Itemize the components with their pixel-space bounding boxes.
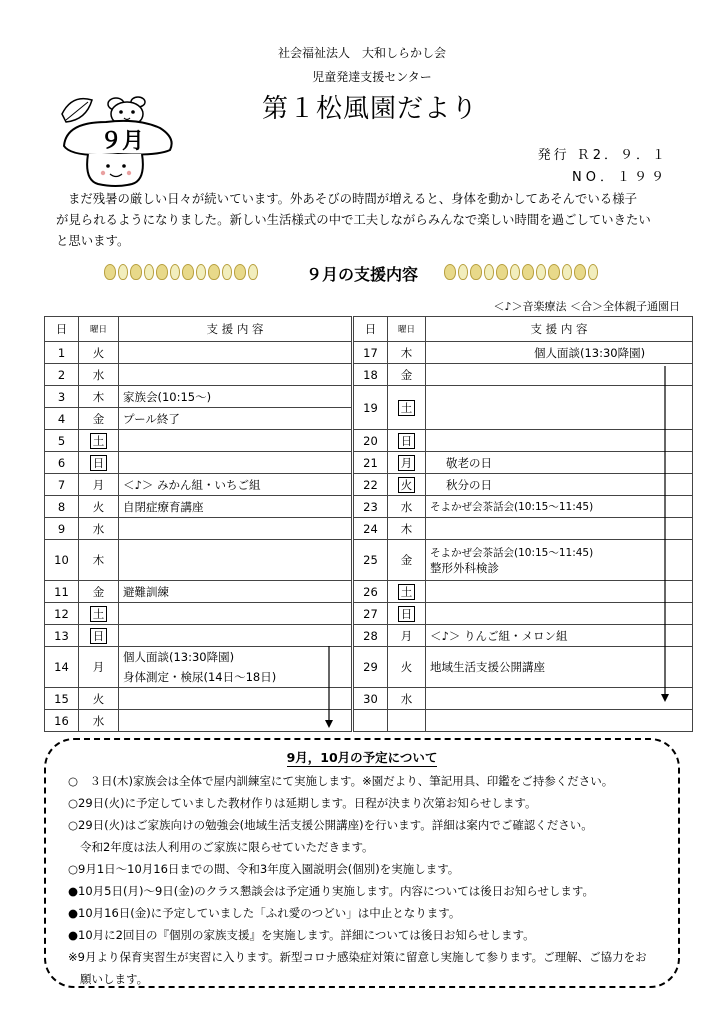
day-cell: 21 [354,452,388,474]
notice-item: ●10月16日(金)に予定していました「ふれ愛のつどい」は中止となります。 [68,906,461,920]
day-cell: 17 [354,342,388,364]
content-text: プール終了 [123,411,180,426]
day-cell: 22 [354,474,388,496]
content-text: 個人面談(13:30降園) [534,345,646,360]
notice-item: 願いします。 [80,972,149,986]
day-cell: 9 [45,518,79,540]
day-cell: 3 [45,386,79,408]
notice-item: 令和2年度は法人利用のご家族に限らせていただきます。 [80,840,374,854]
content-text: そよかぜ会茶話会(10:15～11:45) [430,546,594,559]
day-cell: 26 [354,581,388,603]
weekday-label: 土 [90,606,108,622]
weekday-label: 金 [92,411,105,426]
content-text: 個人面談(13:30降園) [123,650,235,664]
intro-line: が見られるようになりました。新しい生活様式の中で工夫しながらみんなで楽しい時間を過ごしていきたい [56,212,651,227]
weekday-label: 日 [90,628,108,644]
weekday-label: 水 [92,521,105,536]
notice-item: ●10月5日(月)～9日(金)のクラス懇談会は予定通り実施します。内容については後日お知らせします。 [68,884,594,898]
weekday-label: 月 [92,660,105,674]
day-cell: 2 [45,364,79,386]
arrow-down-icon [325,646,333,728]
weekday-label: 金 [400,367,413,382]
content-text: そよかぜ会茶話会(10:15～11:45) [430,501,594,513]
content-text: 避難訓練 [123,584,169,599]
notice-item: ○9月1日～10月16日までの間、令和3年度入園説明会(個別)を実施します。 [68,862,460,876]
org-sub-name: 児童発達支援センター [312,70,432,84]
weekday-label: 水 [400,691,413,706]
content-text: 自閉症療育講座 [123,499,204,514]
day-cell: 8 [45,496,79,518]
weekday-label: 月 [92,477,105,492]
weekday-label: 土 [398,584,416,600]
issue-date: 発行 Ｒ2．９．１ [537,148,668,163]
header-day: 日 [354,317,388,342]
day-cell: 23 [354,496,388,518]
legend: ＜♪＞音楽療法 ＜合＞全体親子通園日 [493,300,680,313]
header-day: 日 [45,317,79,342]
content-text: ＜♪＞ りんご組・メロン組 [430,628,568,643]
notice-title: 9月，10月の予定について [286,750,438,765]
content-text: 家族会(10:15～) [123,389,212,404]
content-text: 敬老の日 [446,455,492,470]
weekday-label: 火 [92,345,105,360]
weekday-label: 木 [92,389,105,404]
weekday-label: 日 [90,455,108,471]
intro-line: まだ残暑の厳しい日々が続いています。外あそびの時間が増えると、身体を動かしてあそんでいる様子 [68,191,637,206]
day-cell: 25 [354,540,388,581]
weekday-label: 火 [400,660,413,674]
weekday-label: 水 [92,367,105,382]
day-cell: 30 [354,688,388,710]
content-text: 身体測定・検尿(14日～18日) [123,670,277,684]
day-cell: 29 [354,647,388,688]
intro-line: と思います。 [56,233,130,248]
weekday-label: 日 [398,606,416,622]
weekday-label: 土 [90,433,108,449]
header-weekday: 曜日 [388,317,426,342]
weekday-label: 火 [92,499,105,514]
day-cell: 7 [45,474,79,496]
weekday-label: 水 [92,713,105,728]
day-cell: 15 [45,688,79,710]
header-content: 支 援 内 容 [426,317,693,342]
content-text: ＜♪＞ みかん組・いちご組 [123,477,261,492]
weekday-label: 土 [398,400,416,416]
day-cell: 4 [45,408,79,430]
notice-item: ●10月に2回目の『個別の家族支援』を実施します。詳細については後日お知らせします。 [68,928,535,942]
weekday-label: 月 [400,628,413,643]
day-cell: 20 [354,430,388,452]
notice-item: ※9月より保育実習生が実習に入ります。新型コロナ感染症対策に留意し実施して参ります。ご理解、ご協力をお [68,950,647,964]
weekday-label: 木 [92,553,105,567]
day-cell: 1 [45,342,79,364]
org-name: 社会福祉法人 大和しらかし会 [277,46,446,60]
day-cell: 5 [45,430,79,452]
weekday-label: 木 [400,521,413,536]
month-badge: ９月 [100,129,145,154]
weekday-label: 木 [400,345,413,360]
weekday-label: 金 [92,584,105,599]
content-text: 地域生活支援公開講座 [430,660,545,674]
day-cell: 27 [354,603,388,625]
header-content: 支 援 内 容 [119,317,352,342]
day-cell: 16 [45,710,79,732]
weekday-label: 日 [398,433,416,449]
day-cell: 10 [45,540,79,581]
day-cell: 12 [45,603,79,625]
notice-item: ○29日(火)はご家族向けの勉強会(地域生活支援公開講座)を行います。詳細は案内でご確認ください。 [68,818,593,832]
weekday-label: 火 [92,691,105,706]
notice-item: ○ ３日(木)家族会は全体で屋内訓練室にて実施します。※園だより、筆記用具、印鑑をご持参ください。 [68,774,614,788]
issue-number: NO．１９９ [572,170,668,185]
content-text: 秋分の日 [446,477,492,492]
day-cell: 6 [45,452,79,474]
arrow-down-icon [661,366,669,702]
day-cell: 19 [354,386,388,430]
section-title: ９月の支援内容 [305,265,418,284]
day-cell: 11 [45,581,79,603]
day-cell: 13 [45,625,79,647]
notice-body [68,770,678,990]
weekday-label: 水 [400,499,413,514]
notice-item: ○29日(火)に予定していました教材作りは延期します。日程が決まり次第お知らせします。 [68,796,537,810]
weekday-label: 火 [398,477,416,493]
day-cell: 28 [354,625,388,647]
weekday-label: 月 [398,455,416,471]
day-cell: 18 [354,364,388,386]
day-cell: 14 [45,647,79,688]
page-title: 第１松風園だより [262,94,479,124]
content-text: 整形外科検診 [430,560,499,575]
weekday-label: 金 [400,553,413,567]
header-weekday: 曜日 [79,317,119,342]
day-cell: 24 [354,518,388,540]
